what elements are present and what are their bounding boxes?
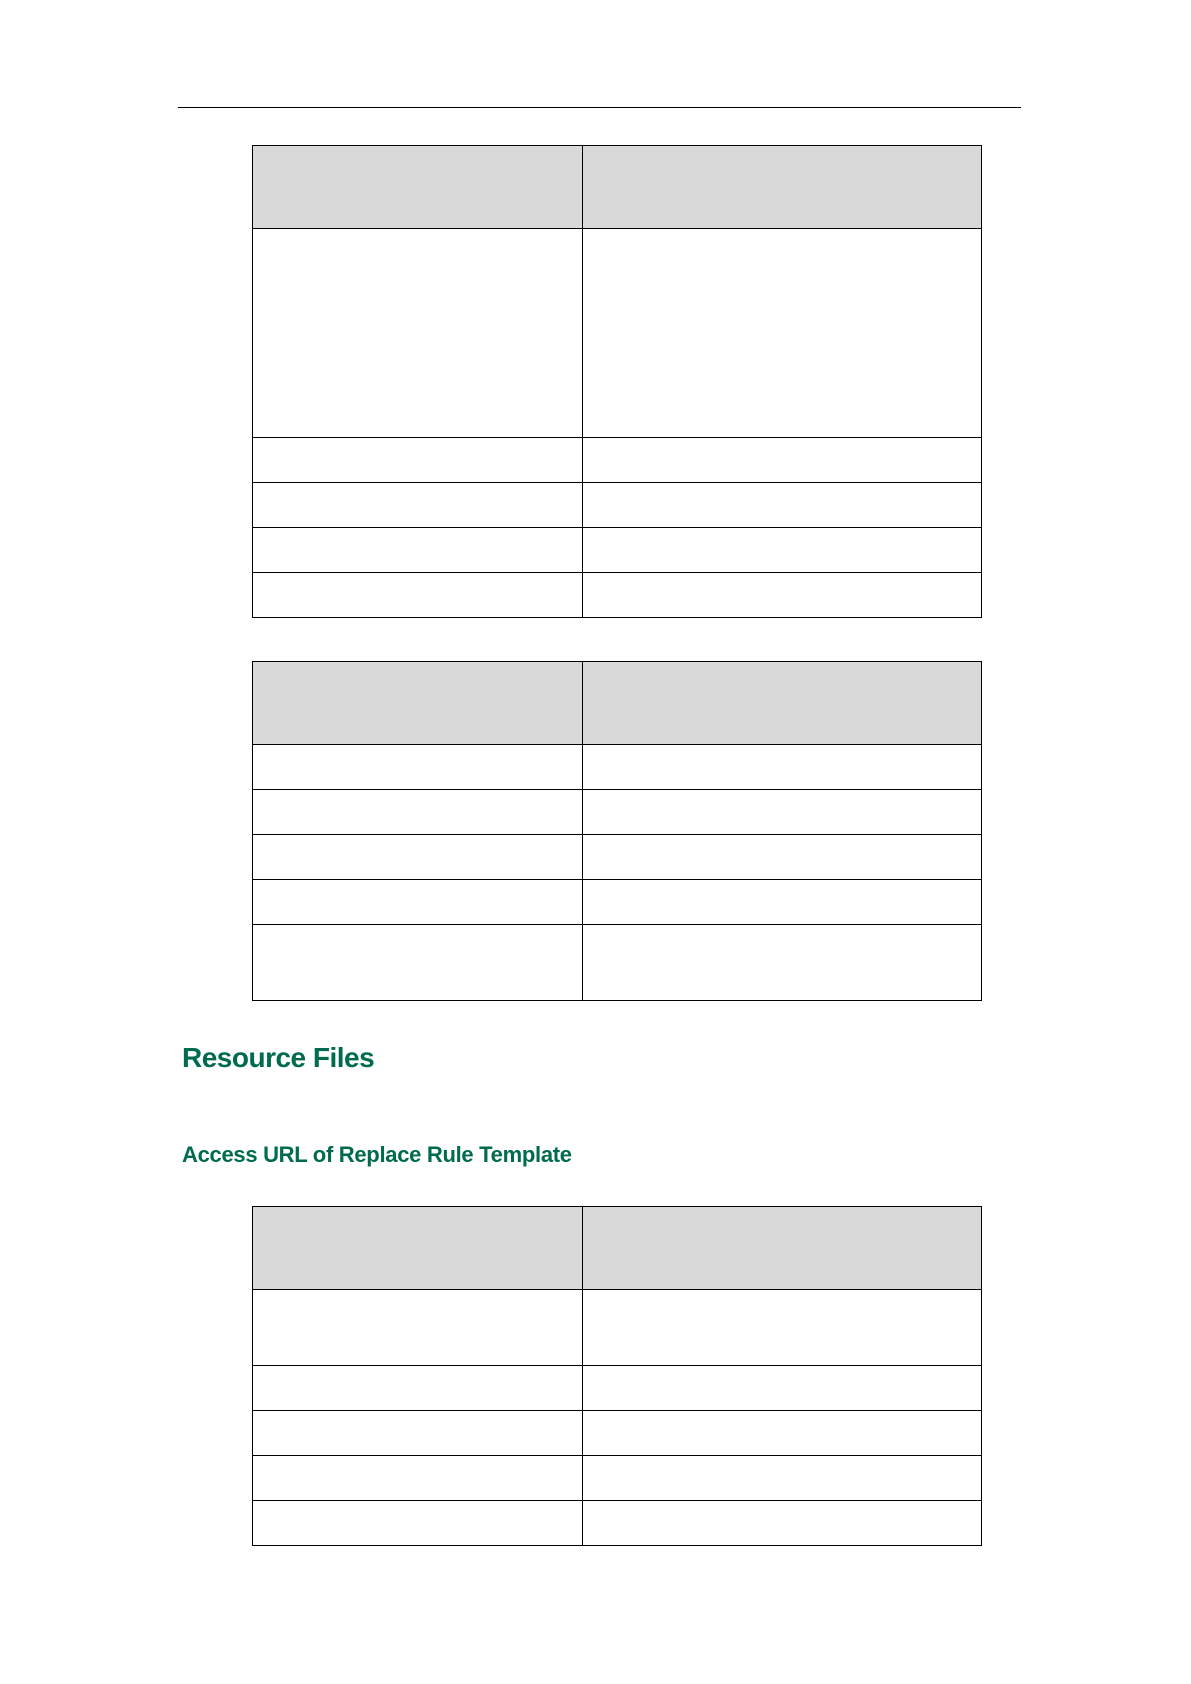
- parameter-table-3: [252, 1206, 982, 1546]
- table-cell: [583, 528, 982, 573]
- table-header-cell: [253, 1207, 583, 1290]
- table-row: [253, 1290, 982, 1366]
- table-row: [253, 438, 982, 483]
- table-header-cell: [253, 146, 583, 229]
- table-row: [253, 745, 982, 790]
- table-cell: [583, 835, 982, 880]
- table-row: [253, 1366, 982, 1411]
- table-cell: [583, 1366, 982, 1411]
- table-cell: [583, 229, 982, 438]
- table-cell: [253, 1456, 583, 1501]
- table-row: [253, 1411, 982, 1456]
- subsection-heading: Access URL of Replace Rule Template: [182, 1142, 572, 1167]
- table-row: [253, 573, 982, 618]
- table-cell: [583, 1456, 982, 1501]
- table-cell: [253, 835, 583, 880]
- table-cell: [583, 573, 982, 618]
- table-cell: [253, 880, 583, 925]
- table-row: [253, 229, 982, 438]
- table-row: [253, 528, 982, 573]
- table-cell: [253, 483, 583, 528]
- table-header-cell: [253, 662, 583, 745]
- section-heading: Resource Files: [182, 1042, 375, 1073]
- table-cell: [583, 438, 982, 483]
- table-cell: [583, 745, 982, 790]
- table-cell: [583, 483, 982, 528]
- table-cell: [253, 573, 583, 618]
- table-cell: [253, 438, 583, 483]
- table-cell: [253, 925, 583, 1001]
- table-cell: [253, 1290, 583, 1366]
- table-cell: [253, 1411, 583, 1456]
- table-row: [253, 1456, 982, 1501]
- page-header-rule: [178, 107, 1021, 108]
- table-row: [253, 880, 982, 925]
- table-cell: [253, 1501, 583, 1546]
- table-header-row: [253, 1207, 982, 1290]
- table-cell: [583, 880, 982, 925]
- table-header-cell: [583, 662, 982, 745]
- table-cell: [583, 925, 982, 1001]
- table-cell: [583, 1411, 982, 1456]
- parameter-table-1: [252, 145, 982, 618]
- table-cell: [583, 1290, 982, 1366]
- parameter-table-2: [252, 661, 982, 1001]
- table-cell: [253, 229, 583, 438]
- table-cell: [253, 1366, 583, 1411]
- table-row: [253, 1501, 982, 1546]
- table-cell: [583, 1501, 982, 1546]
- table-header-cell: [583, 1207, 982, 1290]
- table-header-row: [253, 662, 982, 745]
- table-row: [253, 790, 982, 835]
- table-header-row: [253, 146, 982, 229]
- table-cell: [253, 790, 583, 835]
- table-cell: [253, 745, 583, 790]
- table-cell: [253, 528, 583, 573]
- table-row: [253, 835, 982, 880]
- table-header-cell: [583, 146, 982, 229]
- table-row: [253, 483, 982, 528]
- table-row: [253, 925, 982, 1001]
- table-cell: [583, 790, 982, 835]
